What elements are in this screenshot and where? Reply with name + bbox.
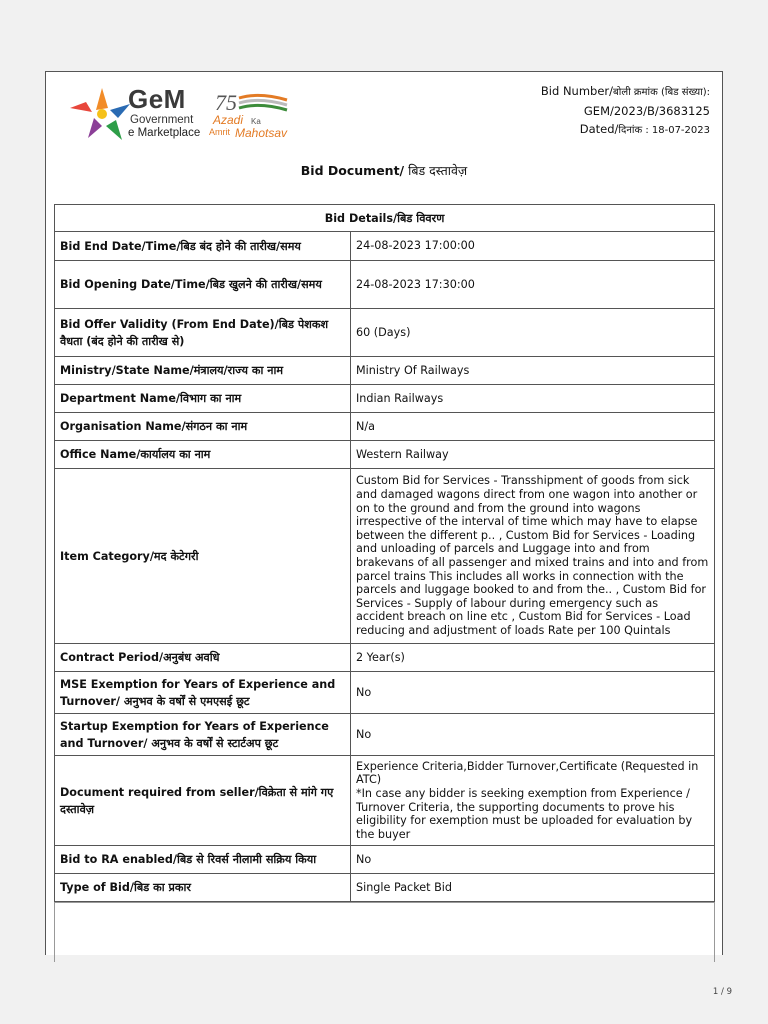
bid-number-value: GEM/2023/B/3683125 xyxy=(583,104,710,118)
row-value: 60 (Days) xyxy=(351,309,715,357)
document-title-hi: बिड दस्तावेज़ xyxy=(404,163,468,178)
row-value: Custom Bid for Services - Transshipment of goods from sick and damaged wagons direct from one wagon into another or on to the ground and from the ground into wagons irrespective of the interval of time which may have to elapse between the different p.. , Custom Bid for Services - Loading and unloading of parcels and Luggage into and from brakevans of all passenger and mixed trains and into and from parcel trains This includes all works in connection with the parcels and luggage booked to and from the.. , Custom Bid for Services - Supply of labour during emergency such as accident breach on line etc , Custom Bid for Services - Load reducing and adjustment of loads Rate per 100 Quintals xyxy=(351,469,715,644)
row-label: Type of Bid/बिड का प्रकार xyxy=(55,874,351,902)
row-label: Organisation Name/संगठन का नाम xyxy=(55,413,351,441)
table-row xyxy=(55,441,715,469)
row-label: Office Name/कार्यालय का नाम xyxy=(55,441,351,469)
azadi-ka-amrit-mahotsav-logo xyxy=(209,90,299,140)
bid-document-page xyxy=(45,71,723,955)
row-value: No xyxy=(351,714,715,756)
table-row xyxy=(55,413,715,441)
bid-meta xyxy=(541,82,710,140)
table-row xyxy=(55,385,715,413)
table-row xyxy=(55,232,715,261)
table-row xyxy=(55,309,715,357)
row-value: No xyxy=(351,672,715,714)
table-row xyxy=(55,672,715,714)
row-label: Bid End Date/Time/बिड बंद होने की तारीख/समय xyxy=(55,232,351,261)
bid-number-label-hi: बोली क्रमांक (बिड संख्या): xyxy=(613,87,710,98)
row-value: 2 Year(s) xyxy=(351,644,715,672)
row-value: Ministry Of Railways xyxy=(351,357,715,385)
row-label: Document required from seller/विक्रेता से मांगे गए दस्तावेज़ xyxy=(55,756,351,846)
table-row xyxy=(55,469,715,644)
row-label: Department Name/विभाग का नाम xyxy=(55,385,351,413)
bid-details-header-row xyxy=(55,205,715,232)
bid-dated-line xyxy=(541,120,710,140)
bid-details-header: Bid Details/बिड विवरण xyxy=(55,205,715,232)
gem-logo-line1: Government xyxy=(130,114,194,126)
row-value: Western Railway xyxy=(351,441,715,469)
table-row xyxy=(55,756,715,846)
document-title xyxy=(46,162,722,200)
row-value: N/a xyxy=(351,413,715,441)
azadi-logo-line1: Azadi xyxy=(213,113,244,127)
bid-details-table xyxy=(54,204,715,902)
azadi-logo-number: 75 xyxy=(215,90,237,115)
azadi-logo-line3: Amrit xyxy=(209,127,230,137)
azadi-logo-line4: Mahotsav xyxy=(235,126,288,140)
row-value: 24-08-2023 17:30:00 xyxy=(351,261,715,309)
azadi-logo-line2: Ka xyxy=(251,117,261,126)
gem-logo-line2: e Marketplace xyxy=(128,127,201,139)
bid-dated-label-hi: दिनांक : xyxy=(618,125,652,136)
row-label: Bid Opening Date/Time/बिड खुलने की तारीख/समय xyxy=(55,261,351,309)
bid-number-label: Bid Number/ xyxy=(540,84,614,98)
page-number: 1 / 9 xyxy=(712,987,732,997)
table-row xyxy=(55,261,715,309)
row-label: Contract Period/अनुबंध अवधि xyxy=(55,644,351,672)
table-row xyxy=(55,874,715,902)
row-value: Single Packet Bid xyxy=(351,874,715,902)
row-label: Bid Offer Validity (From End Date)/बिड पेशकश वैधता (बंद होने की तारीख से) xyxy=(55,309,351,357)
row-value: No xyxy=(351,846,715,874)
row-value: 24-08-2023 17:00:00 xyxy=(351,232,715,261)
bid-details-rows xyxy=(55,232,715,902)
row-label: Ministry/State Name/मंत्रालय/राज्य का नाम xyxy=(55,357,351,385)
row-value: Indian Railways xyxy=(351,385,715,413)
table-row xyxy=(55,357,715,385)
row-value: Experience Criteria,Bidder Turnover,Certificate (Requested in ATC) *In case any bidder is seeking exemption from Experience / Turnover Criteria, the supporting documents to prove his eligibility for exemption must be uploaded for evaluation by the buyer xyxy=(351,756,715,846)
gem-logo-word: GeM xyxy=(128,84,186,114)
table-row xyxy=(55,714,715,756)
bid-dated-value: 18-07-2023 xyxy=(651,125,710,136)
row-label: Bid to RA enabled/बिड से रिवर्स नीलामी सक्रिय किया xyxy=(55,846,351,874)
document-title-en: Bid Document/ xyxy=(300,163,405,178)
row-label: Item Category/मद केटेगरी xyxy=(55,469,351,644)
bid-number-label-line xyxy=(541,82,710,102)
table-row xyxy=(55,644,715,672)
document-header xyxy=(46,72,722,162)
bid-dated-label: Dated/ xyxy=(579,122,619,136)
row-label: Startup Exemption for Years of Experience and Turnover/ अनुभव के वर्षों से स्टार्टअप छूट xyxy=(55,714,351,756)
table-row xyxy=(55,846,715,874)
row-label: MSE Exemption for Years of Experience and Turnover/ अनुभव के वर्षों से एमएसई छूट xyxy=(55,672,351,714)
next-section-box xyxy=(54,902,715,962)
